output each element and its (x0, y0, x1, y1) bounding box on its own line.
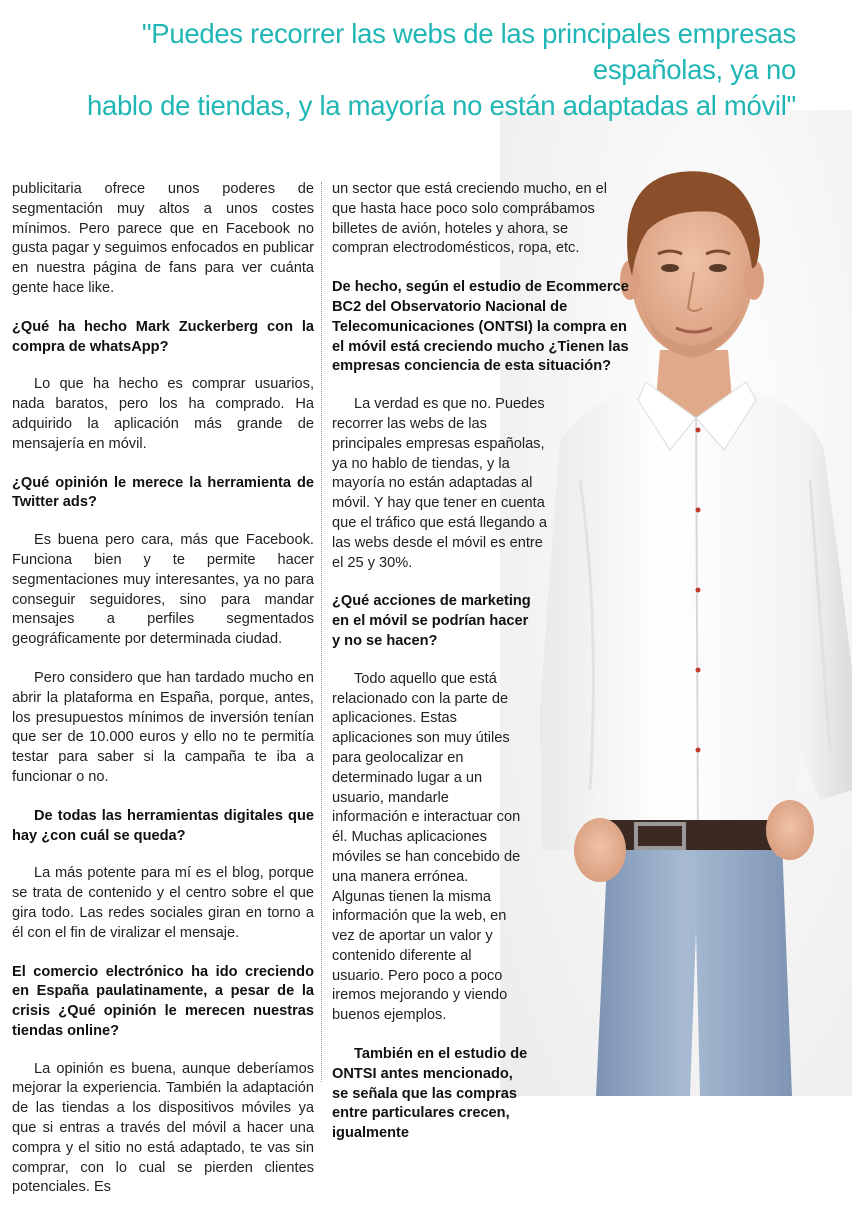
column-divider (321, 182, 322, 1082)
pull-quote (16, 16, 796, 124)
question-heading: ¿Qué opinión le merece la herramienta de Twitter ads? (12, 474, 314, 511)
question-heading: De todas las herramientas digitales que hay ¿con cuál se queda? (12, 807, 314, 844)
question-heading: ¿Qué acciones de marketing en el móvil se podrían hacer y no se hacen? (332, 593, 531, 649)
question-heading: El comercio electrónico ha ido creciendo en España paulatinamente, a pesar de la crisis ¿Qué opinión le merecen nuestras tiendas online? (12, 963, 314, 1039)
article-column-1 (12, 180, 314, 1217)
pull-quote-line-1: "Puedes recorrer las webs de las principales empresas españolas, ya no (141, 18, 796, 85)
article-column-2 (332, 180, 632, 1162)
paragraph: Todo aquello que está relacionado con la parte de aplicaciones. Estas aplicaciones son muy útiles para geolocalizar en determinado lugar a un usuario, mandarle información e interactuar con él. Muchas aplicaciones móviles se han concebido de una manera errónea. Algunas tienen la misma información que la web, en vez de aportar un valor y contenido diferente al usuario. Pero poco a poco iremos mejorando y viendo buenos ejemplos. (332, 670, 521, 1024)
paragraph: La opinión es buena, aunque deberíamos mejorar la experiencia. También la adaptación de las tiendas a los dispositivos móviles ya que si entras a través del móvil a hacer una compra y el sitio no está adaptado, te vas sin comprar, con lo cual se pierden clientes potenciales. Es (12, 1060, 314, 1196)
question-heading: ¿Qué ha hecho Mark Zuckerberg con la compra de whatsApp? (12, 318, 314, 355)
paragraph: La más potente para mí es el blog, porque se trata de contenido y el centro sobre el que gira todo. Las redes sociales giran en torno a él con el fin de viralizar el mensaje. (12, 865, 314, 941)
paragraph: un sector que está creciendo mucho, en el que hasta hace poco solo comprábamos billetes de avión, hoteles y ahora, se compran electrodomésticos, ropa, etc. (332, 181, 608, 257)
paragraph: La verdad es que no. Puedes recorrer las webs de las principales empresas españolas, ya no hablo de tiendas, y la mayoría no están adaptadas al móvil. Y hay que tener en cuenta que el tráfico que está llegando a las webs desde el móvil es entre el 25 y 30%. (332, 396, 548, 571)
paragraph: publicitaria ofrece unos poderes de segmentación muy altos a unos costes mínimos. Pero parece que en Facebook no gusta pagar y seguimos enfocados en publicar en nuestra página de fans para ver cuánta gente hace like. (12, 181, 314, 296)
question-heading: De hecho, según el estudio de Ecommerce BC2 del Observatorio Nacional de Telecomunicaciones (ONTSI) la compra en el móvil está creciendo mucho ¿Tienen las empresas conciencia de esta situación? (332, 279, 629, 375)
paragraph: Lo que ha hecho es comprar usuarios, nada baratos, pero los ha comprado. Ha adquirido la aplicación más grande de mensajería en móvil. (12, 376, 314, 452)
paragraph: Es buena pero cara, más que Facebook. Funciona bien y te permite hacer segmentaciones muy interesantes, ya no para conseguir seguidores, sino para mandar mensajes a perfiles segmentados geográficamente por determinada ciudad. (12, 532, 314, 648)
pull-quote-line-2: hablo de tiendas, y la mayoría no están adaptadas al móvil" (86, 90, 796, 121)
paragraph: Pero considero que han tardado mucho en abrir la plataforma en España, porque, antes, los presupuestos mínimos de inversión tenían que ser de 10.000 euros y ello no te permitía testar para saber si la campaña te iba a funcionar o no. (12, 669, 314, 785)
question-heading: También en el estudio de ONTSI antes mencionado, se señala que las compras entre particulares crecen, igualmente (332, 1046, 528, 1142)
